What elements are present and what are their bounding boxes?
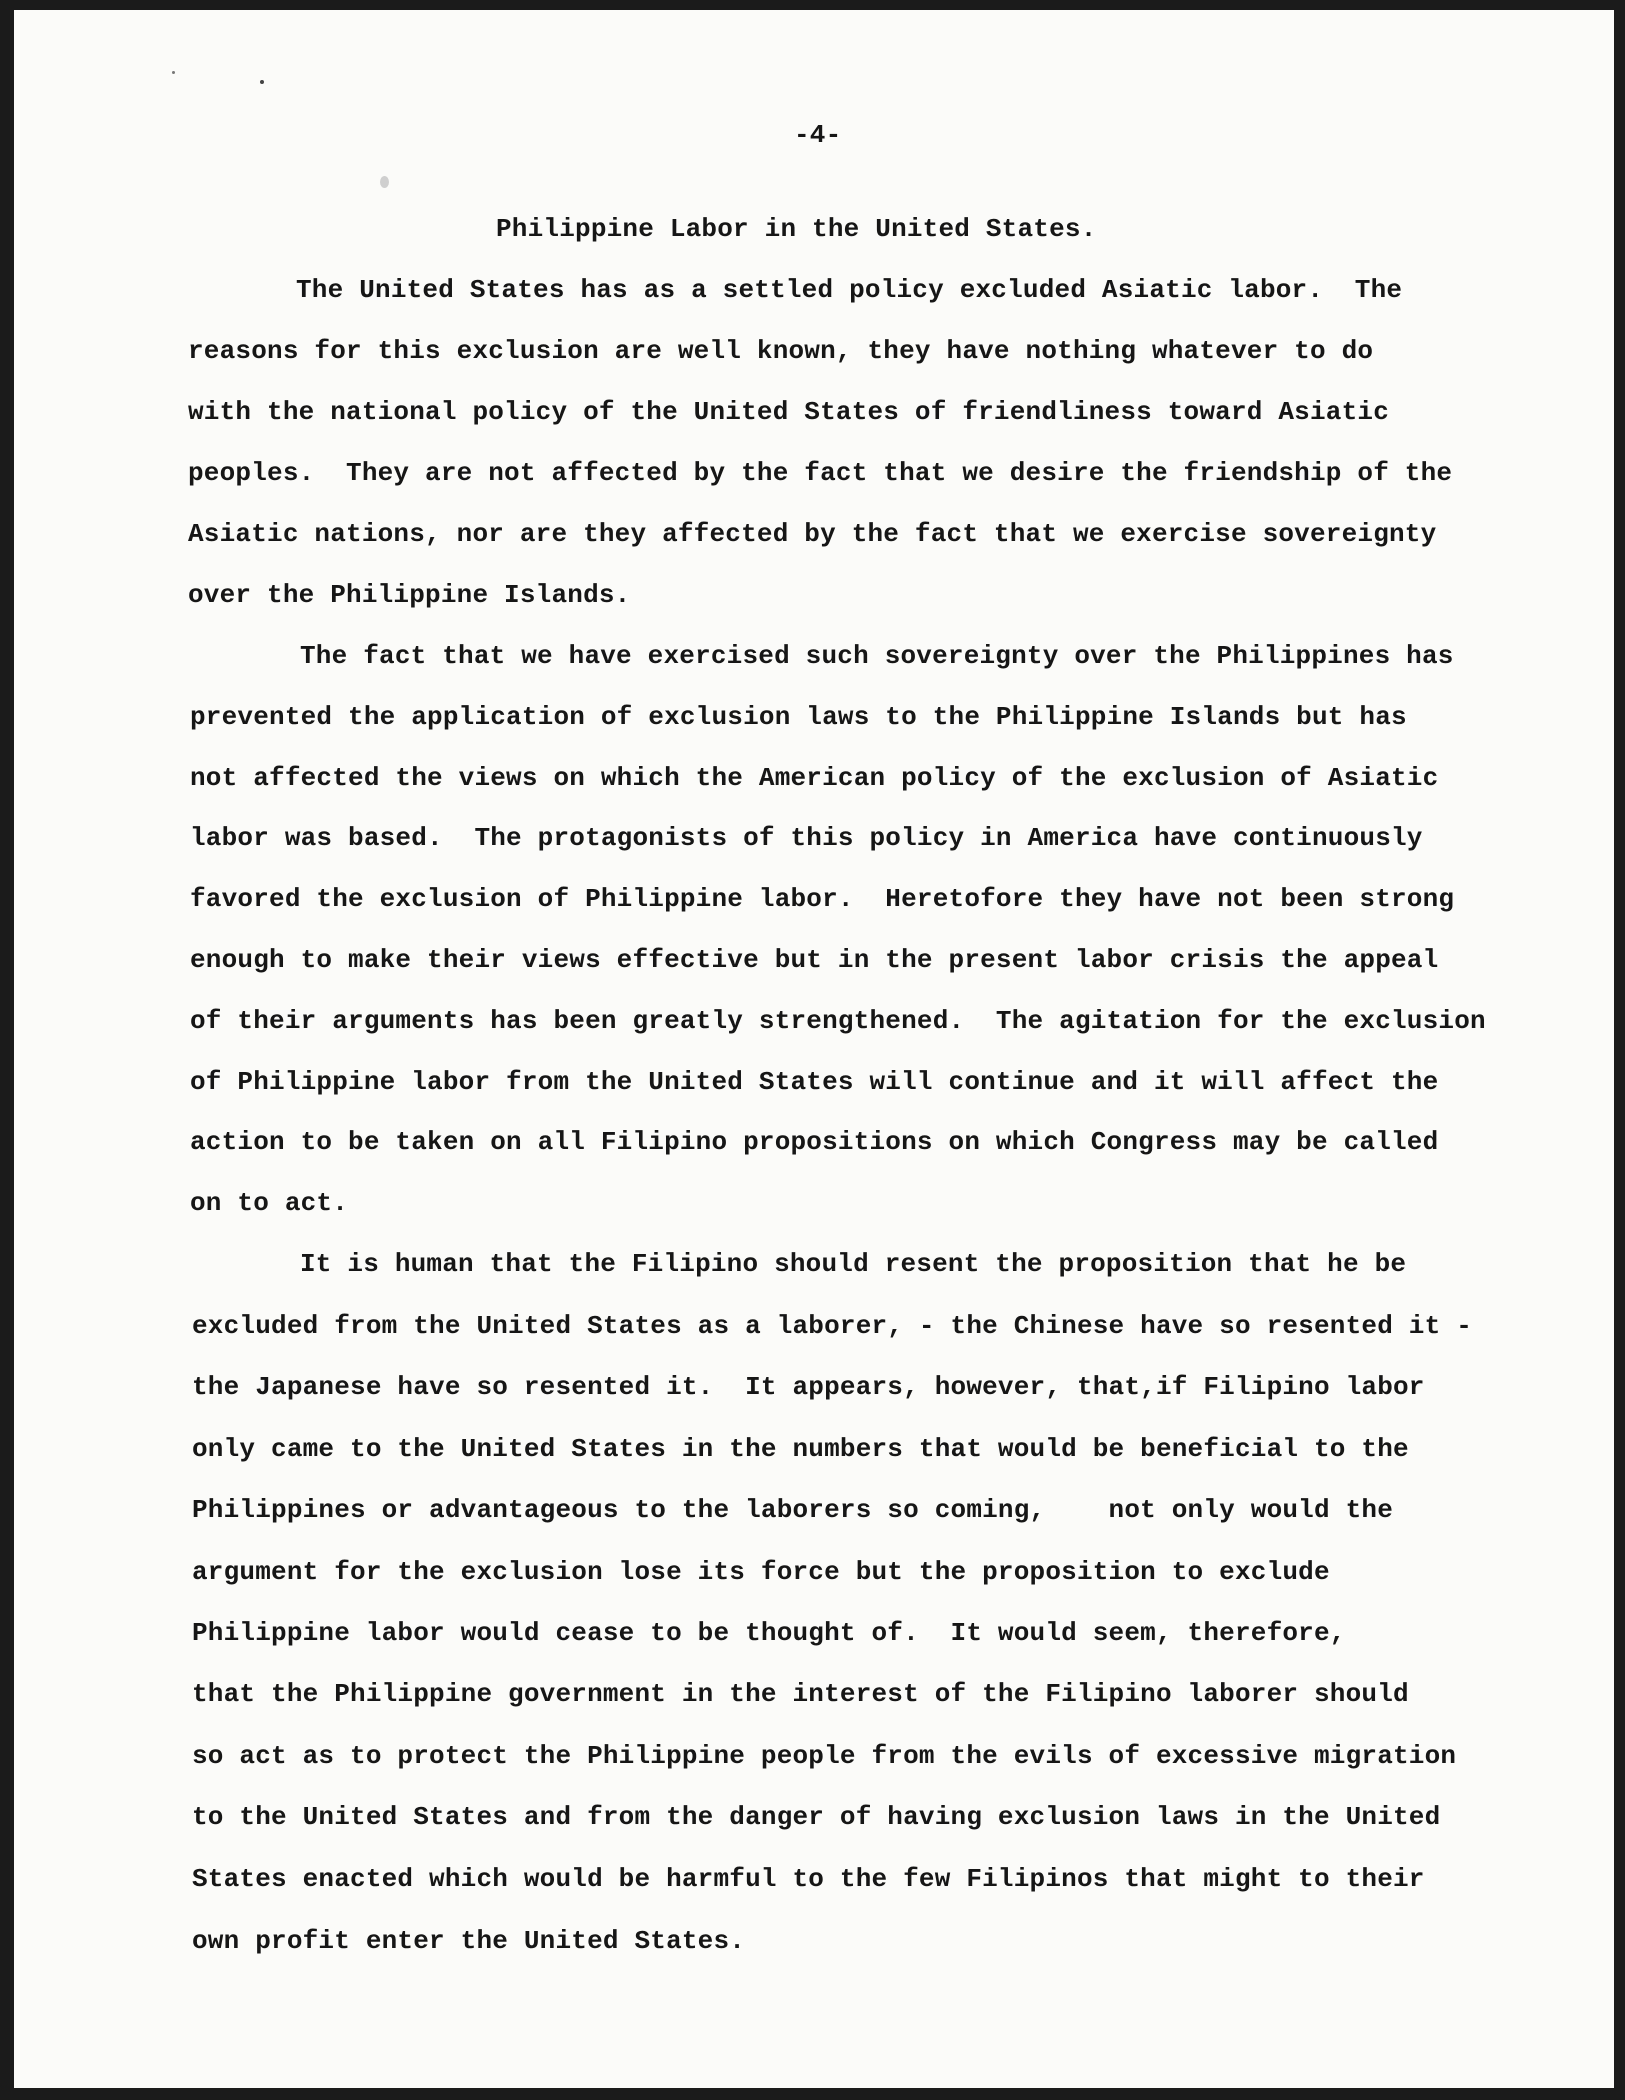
text-line: to the United States and from the danger of having exclusion laws in the United: [192, 1802, 1441, 1832]
text-line: only came to the United States in the numbers that would be beneficial to the: [192, 1434, 1409, 1464]
text-line: States enacted which would be harmful to the few Filipinos that might to their: [192, 1864, 1425, 1894]
page-title: Philippine Labor in the United States.: [496, 214, 1097, 244]
text-line: that the Philippine government in the interest of the Filipino laborer should: [192, 1679, 1409, 1709]
text-line: on to act.: [190, 1188, 349, 1218]
text-line: enough to make their views effective but in the present labor crisis the appeal: [190, 945, 1439, 975]
text-line: labor was based. The protagonists of this policy in America have continuously: [190, 823, 1423, 853]
text-line: with the national policy of the United States of friendliness toward Asiatic: [188, 397, 1389, 427]
text-line: Asiatic nations, nor are they affected by the fact that we exercise sovereignty: [188, 519, 1437, 549]
text-line: peoples. They are not affected by the fact that we desire the friendship of the: [188, 458, 1453, 488]
text-line: the Japanese have so resented it. It appears, however, that,if Filipino labor: [192, 1372, 1425, 1402]
ink-speck: [380, 176, 389, 188]
ink-speck: [172, 71, 175, 74]
text-line: own profit enter the United States.: [192, 1926, 746, 1956]
text-line: excluded from the United States as a laborer, - the Chinese have so resented it -: [192, 1311, 1473, 1341]
text-line: Philippines or advantageous to the laborers so coming, not only would the: [192, 1495, 1393, 1525]
ink-speck: [260, 80, 264, 84]
text-line: action to be taken on all Filipino propositions on which Congress may be called: [190, 1127, 1439, 1157]
text-line: reasons for this exclusion are well known, they have nothing whatever to do: [188, 336, 1374, 366]
text-line: The fact that we have exercised such sovereignty over the Philippines has: [300, 641, 1454, 671]
text-line: argument for the exclusion lose its force but the proposition to exclude: [192, 1557, 1330, 1587]
text-line: favored the exclusion of Philippine labor. Heretofore they have not been strong: [190, 884, 1455, 914]
text-line: not affected the views on which the American policy of the exclusion of Asiatic: [190, 763, 1439, 793]
text-line: of their arguments has been greatly strengthened. The agitation for the exclusion: [190, 1006, 1486, 1036]
text-line: The United States has as a settled policy excluded Asiatic labor. The: [296, 275, 1403, 305]
text-line: over the Philippine Islands.: [188, 580, 631, 610]
text-line: of Philippine labor from the United States will continue and it will affect the: [190, 1067, 1439, 1097]
page-number: -4-: [794, 120, 842, 150]
document-page: [14, 10, 1614, 2088]
text-line: so act as to protect the Philippine people from the evils of excessive migration: [192, 1741, 1457, 1771]
text-line: Philippine labor would cease to be thought of. It would seem, therefore,: [192, 1618, 1346, 1648]
text-line: prevented the application of exclusion laws to the Philippine Islands but has: [190, 702, 1407, 732]
text-line: It is human that the Filipino should resent the proposition that he be: [300, 1249, 1407, 1279]
